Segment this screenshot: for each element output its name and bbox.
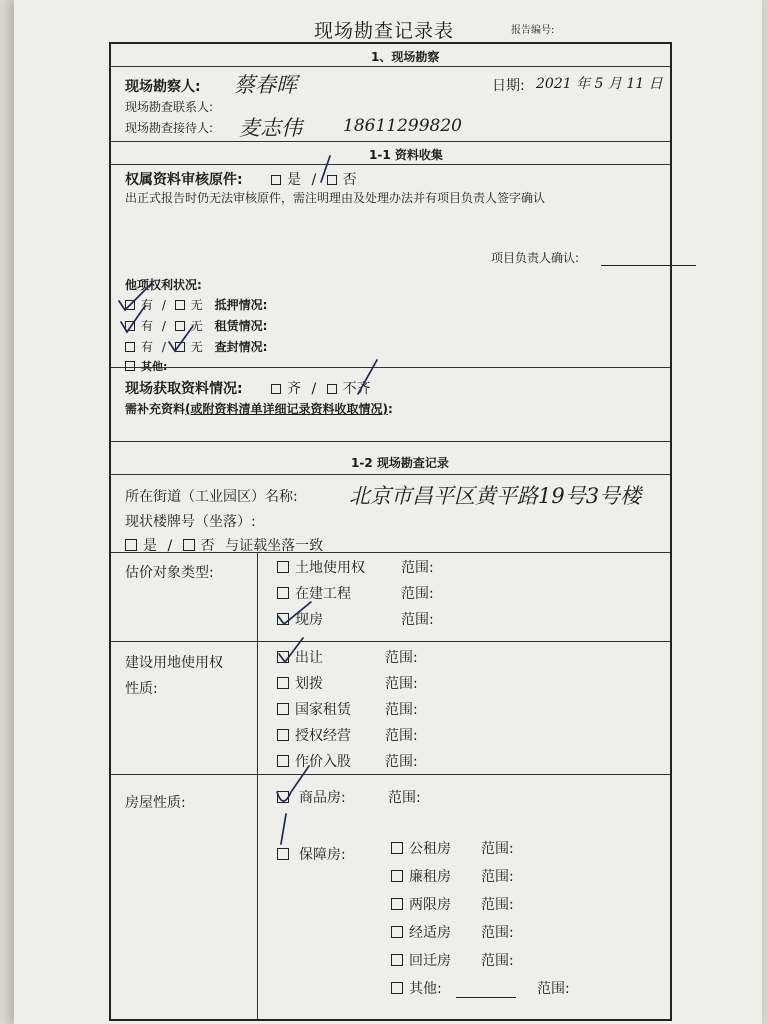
range-label: 范围: [481, 925, 514, 941]
range-label: 范围: [388, 790, 421, 806]
affordable-economic: 经适房 [391, 922, 451, 942]
onsite-data-options: 齐 / 不齐 [271, 378, 371, 398]
check-mark-icon [119, 284, 151, 310]
range-label: 范围: [481, 841, 514, 857]
range-label: 范围: [385, 650, 418, 666]
original-review-label: 权属资料审核原件: [125, 172, 243, 188]
inspector-signature: 蔡春晖 [234, 73, 297, 97]
receiver-phone: 18611299820 [343, 116, 462, 136]
handwritten-marks [111, 44, 670, 1019]
affordable-limited-price: 两限房 [391, 894, 451, 914]
land-use-authorized: 授权经营 [277, 725, 351, 745]
street-label: 所在街道（工业园区）名称: [125, 489, 298, 505]
onsite-data-label: 现场获取资料情况: [125, 381, 243, 397]
land-use-allocation: 划拨 [277, 673, 323, 693]
house-affordable: 保障房: [277, 844, 346, 864]
range-label: 范围: [401, 586, 434, 602]
object-type-existing: 现房 [277, 609, 323, 629]
range-label: 范围: [385, 676, 418, 692]
land-use-label-2: 性质: [125, 681, 158, 697]
rights-other: 其他: [125, 358, 167, 374]
paper-sheet [14, 0, 762, 1024]
check-mark-icon [279, 638, 303, 662]
range-label: 范围: [481, 869, 514, 885]
street-value: 北京市昌平区黄平路19号3号楼 [349, 484, 642, 508]
form-title: 现场勘查记录表 [314, 20, 455, 42]
range-label: 范围: [385, 702, 418, 718]
form-frame [109, 42, 672, 1021]
land-use-equity: 作价入股 [277, 751, 351, 771]
check-mark-icon [321, 156, 330, 182]
range-label: 范围: [385, 754, 418, 770]
report-number-label: 报告编号: [511, 25, 555, 36]
pm-confirm-label: 项目负责人确认: [491, 251, 580, 265]
date-label: 日期: [492, 78, 525, 94]
land-use-state-lease: 国家租赁 [277, 699, 351, 719]
rights-row-mortgage: 有 / 无 抵押情况: [125, 296, 267, 313]
check-mark-icon [169, 326, 193, 351]
original-review-options: 是 / 否 [271, 169, 357, 189]
check-mark-icon [281, 814, 286, 844]
building-label: 现状楼牌号（坐落）: [125, 514, 256, 530]
affordable-other: 其他: [391, 978, 516, 998]
affordable-public-rent: 公租房 [391, 838, 451, 858]
review-note: 出正式报告时仍无法审核原件，需注明理由及处理办法并有项目负责人签字确认 [125, 191, 546, 205]
receiver-label: 现场勘查接待人: [125, 121, 214, 135]
date-value: 2021 年 5 月 11 日 [536, 76, 663, 92]
other-rights-label: 他项权利状况: [125, 278, 202, 292]
object-type-land: 土地使用权 [277, 557, 365, 577]
inspector-label: 现场勘察人: [125, 79, 201, 95]
range-label: 范围: [481, 953, 514, 969]
object-type-label: 估价对象类型: [125, 565, 214, 581]
check-mark-icon [358, 360, 377, 394]
check-mark-icon [277, 766, 309, 801]
affordable-relocation: 回迁房 [391, 950, 451, 970]
rights-row-lease: 有 / 无 租赁情况: [125, 317, 267, 334]
receiver-signature: 麦志伟 [239, 116, 302, 140]
house-commercial: 商品房: [277, 787, 346, 807]
contact-label: 现场勘查联系人: [125, 100, 214, 114]
check-mark-icon [278, 602, 311, 624]
range-label: 范围: [385, 728, 418, 744]
land-use-label-1: 建设用地使用权 [125, 655, 223, 671]
house-nature-label: 房屋性质: [125, 795, 186, 811]
consistency-row: 是 / 否 与证载坐落一致 [125, 535, 323, 555]
section-heading: 1-2 现场勘查记录 [351, 456, 449, 470]
range-label: 范围: [401, 560, 434, 576]
range-label: 范围: [481, 897, 514, 913]
rights-row-seizure: 有 / 无 查封情况: [125, 338, 267, 355]
section-heading: 1、现场勘察 [371, 50, 440, 64]
land-use-transfer: 出让 [277, 647, 323, 667]
section-heading: 1-1 资料收集 [369, 148, 443, 162]
affordable-low-rent: 廉租房 [391, 866, 451, 886]
supplement-row: 需补充资料(或附资料清单详细记录资料收取情况): [125, 402, 393, 416]
range-label: 范围: [401, 612, 434, 628]
object-type-construction: 在建工程 [277, 583, 351, 603]
range-label: 范围: [537, 981, 570, 997]
